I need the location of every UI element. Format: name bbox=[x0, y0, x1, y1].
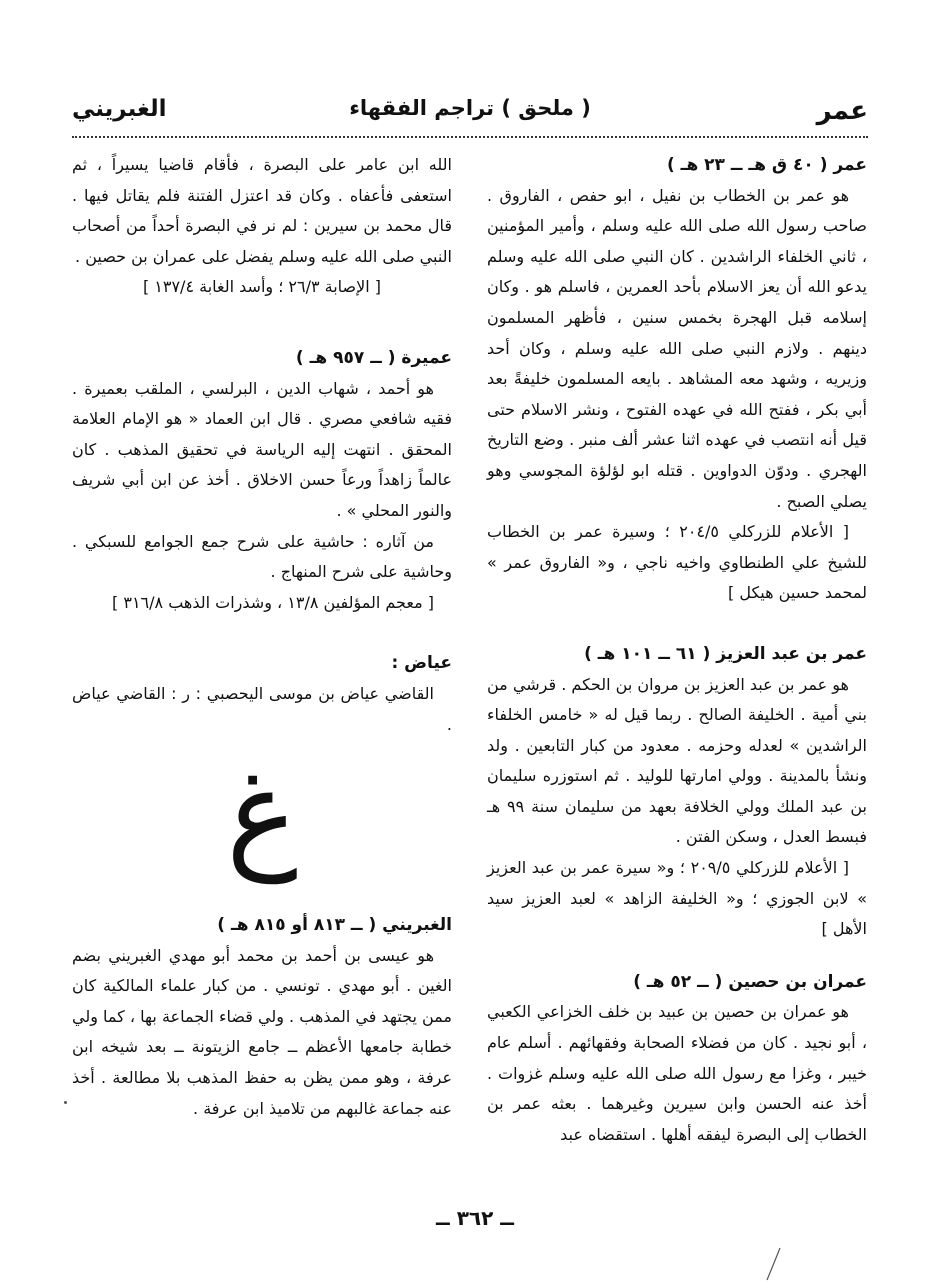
entry-sources: [ الإصابة ٢٦/٣ ؛ وأسد الغابة ١٣٧/٤ ] bbox=[142, 277, 382, 297]
entry-text: القاضي عياض بن موسى اليحصبي : ر : القاضي عياض . bbox=[72, 683, 452, 734]
entry-heading: عميرة ( ــ ٩٥٧ هـ ) bbox=[295, 347, 452, 368]
entry-ghubrini bbox=[72, 910, 452, 1124]
entry-iyad bbox=[72, 648, 452, 740]
entry-text: الله ابن عامر على البصرة ، فأقام قاضيا يسيراً ، ثم استعفى فأعفاه . وكان قد اعتزل الفتنة فلم يقاتل فيها . قال محمد بن سيرين : لم نر في البصرة أحداً من أصحاب النبي صلى الله عليه وسلم يفضل على عمران بن حصين . bbox=[72, 155, 452, 266]
entry-heading: عمران بن حصين ( ــ ٥٢ هـ ) bbox=[633, 971, 867, 992]
entry-umaira bbox=[72, 343, 452, 618]
entry-omar-ibn-abdulaziz bbox=[487, 639, 867, 945]
pen-stroke-mark bbox=[764, 1246, 784, 1282]
left-column bbox=[72, 150, 452, 1124]
section-letter-block bbox=[72, 740, 452, 910]
entry-heading: عياض : bbox=[391, 653, 452, 674]
entry-heading: عمر بن عبد العزيز ( ٦١ ــ ١٠١ هـ ) bbox=[584, 643, 867, 664]
entry-works: من آثاره : حاشية على شرح جمع الجوامع للسبكي . وحاشية على شرح المنهاج . bbox=[72, 531, 452, 582]
header-dotted-rule bbox=[72, 136, 868, 138]
entry-imran-ibn-husain bbox=[487, 967, 867, 1151]
entry-sources: [ معجم المؤلفين ١٣/٨ ، وشذرات الذهب ٣١٦/٨ ] bbox=[112, 592, 434, 612]
page-number: ــ ٣٦٢ ــ bbox=[436, 1206, 514, 1230]
entry-text: هو عمر بن عبد العزيز بن مروان بن الحكم . قرشي من بني أمية . الخليفة الصالح . ربما قيل له « خامس الخلفاء الراشدين » لعدله وحزمه . معدود من كبار التابعين . ولد ونشأ بالمدينة . وولي امارتها للوليد . ثم استوزره سليمان بن عبد الملك وولي الخلافة بعهد من سليمان سنة ٩٩ هـ فبسط العدل ، وسكن الفتن . bbox=[487, 674, 868, 847]
header-last-entry: الغبريني bbox=[72, 96, 167, 122]
entry-omar bbox=[487, 150, 867, 609]
header-book-title: ( ملحق ) تراجم الفقهاء bbox=[349, 96, 591, 120]
entry-text: هو أحمد ، شهاب الدين ، البرلسي ، الملقب بعميرة . فقيه شافعي مصري . قال ابن العماد « هو الإمام العلامة المحقق . انتهت إليه الرياسة في تحقيق المذهب . كان عالماً زاهداً ورعاً حسن الاخلاق . أخذ عن ابن أبي شريف والنور المحلي » . bbox=[72, 378, 452, 520]
entry-text: هو عيسى بن أحمد بن محمد أبو مهدي الغبريني بضم الغين . أبو مهدي . تونسي . من كبار علماء المالكية كان ممن يجتهد في المذهب . ولي قضاء الجماعة بها ، كما ولي خطابة جامعها الأعظم ــ جامع الزيتونة ــ بعد شيخه ابن عرفة ، وهو ممن يظن به حفظ المذهب بلا مطالعة . أخذ عنه جماعة غالبهم من تلاميذ ابن عرفة . bbox=[72, 945, 452, 1118]
header-entry-word: عمر bbox=[816, 96, 868, 126]
entry-heading: عمر ( ٤٠ ق هـ ــ ٢٣ هـ ) bbox=[666, 155, 867, 175]
running-header bbox=[72, 96, 868, 136]
entry-text: هو عمران بن حصين بن عبيد بن خلف الخزاعي الكعبي ، أبو نجيد . كان من فضلاء الصحابة وفقهائهم . أسلم عام خيبر ، وغزا مع رسول الله صلى الله عليه وسلم غزوات . أخذ عنه الحسن وابن سيرين وغيرهما . بعثه عمر بن الخطاب إلى البصرة ليفقه أهلها . استقضاه عبد bbox=[487, 1002, 867, 1144]
entry-sources: [ الأعلام للزركلي ٢٠٩/٥ ؛ و« سيرة عمر بن عبد العزيز » لابن الجوزي ؛ و« الخليفة الزاهد » لعبد العزيز سيد الأهل ] bbox=[487, 858, 867, 939]
entry-text: هو عمر بن الخطاب بن نفيل ، ابو حفص ، الفاروق . صاحب رسول الله صلى الله عليه وسلم ، وأمير المؤمنين ، ثاني الخلفاء الراشدين . كان النبي صلى الله عليه وسلم يدعو الله أن يعز الاسلام بأحد العمرين ، فاسلم هو . وكان إسلامه قبل الهجرة بخمس سنين ، فأظهر المسلمون دينهم . ولازم النبي صلى الله عليه وسلم ، وكان أحد وزيريه ، وشهد معه المشاهد . بايعه المسلمون خليفةً بعد أبي بكر ، ففتح الله في عهده الفتوح ، ونشر الاسلام حتى قيل أنه انتصب في عهده اثنا عشر ألف منبر . وضع التاريخ الهجري . ودوّن الدواوين . قتله ابو لؤلؤة المجوسي وهو يصلي الصبح . bbox=[487, 185, 867, 511]
stray-mark bbox=[64, 1101, 67, 1104]
entry-sources: [ الأعلام للزركلي ٢٠٤/٥ ؛ وسيرة عمر بن الخطاب للشيخ علي الطنطاوي واخيه ناجي ، و« الفاروق عمر » لمحمد حسين هيكل ] bbox=[487, 522, 867, 603]
entry-heading: الغبريني ( ــ ٨١٣ أو ٨١٥ هـ ) bbox=[217, 915, 452, 936]
entry-imran-continued bbox=[72, 150, 452, 303]
right-column bbox=[487, 150, 867, 1150]
section-letter: غ bbox=[226, 745, 298, 885]
